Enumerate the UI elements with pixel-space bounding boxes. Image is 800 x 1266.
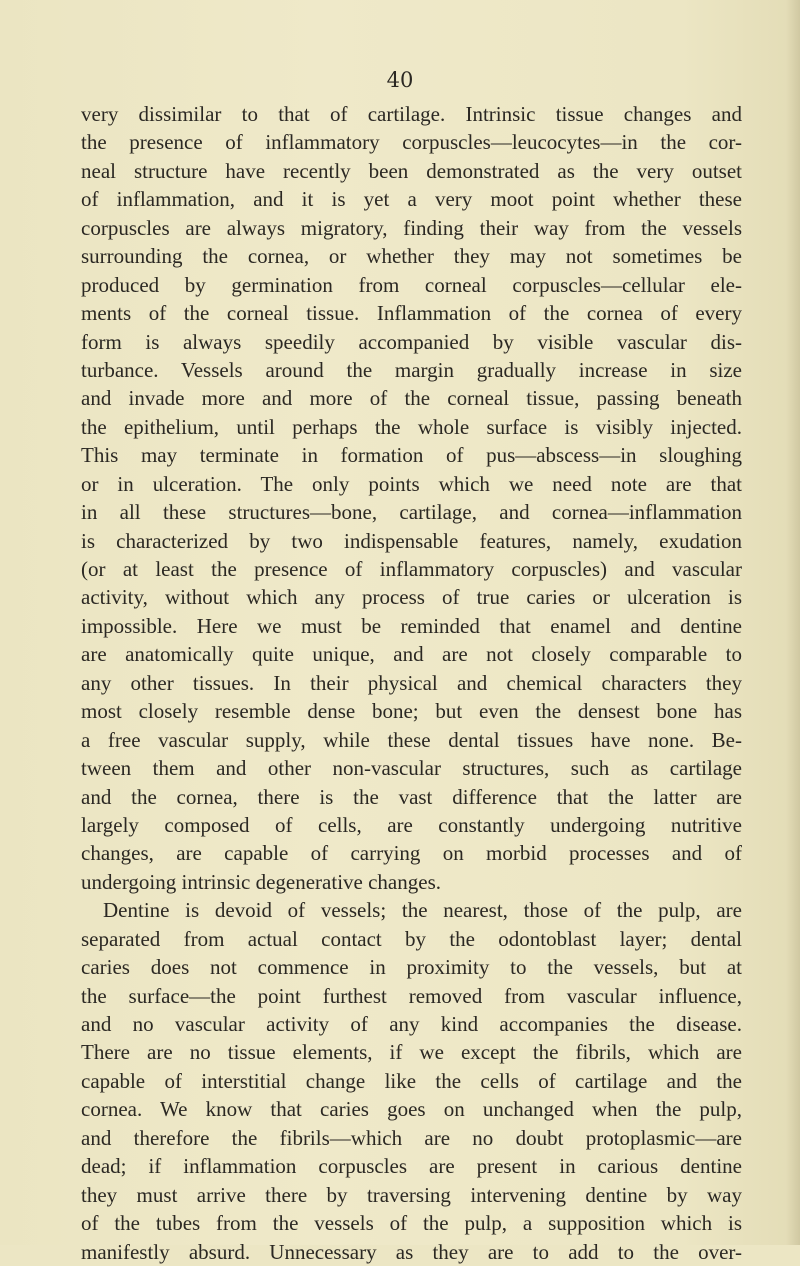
text-line-paragraph-start: Dentine is devoid of vessels; the nearest, those of the pulp, are [103, 898, 742, 923]
text-line: corpuscles are always migratory, finding their way from the vessels [81, 215, 742, 240]
text-line: dead; if inflammation corpuscles are present in carious dentine [81, 1154, 742, 1179]
text-line: caries does not commence in proximity to the vessels, but at [81, 955, 742, 980]
text-line: any other tissues. In their physical and chemical characters they [81, 670, 742, 695]
text-line: largely composed of cells, are constantly undergoing nutritive [81, 812, 742, 837]
page-number: 40 [386, 68, 414, 92]
body-text [0, 100, 800, 1266]
text-line: cornea. We know that caries goes on unchanged when the pulp, [81, 1097, 742, 1122]
text-line: of inflammation, and it is yet a very moot point whether these [81, 187, 742, 212]
text-line: There are no tissue elements, if we except the fibrils, which are [81, 1040, 742, 1065]
text-line: impossible. Here we must be reminded that enamel and dentine [81, 613, 742, 638]
text-line: This may terminate in formation of pus—abscess—in sloughing [81, 443, 742, 468]
text-line: manifestly absurd. Unnecessary as they are to add to the over- [81, 1239, 742, 1264]
text-line: ments of the corneal tissue. Inflammation of the cornea of every [81, 301, 742, 326]
text-line: tween them and other non-vascular structures, such as cartilage [81, 756, 742, 781]
text-line: most closely resemble dense bone; but even the densest bone has [81, 699, 742, 724]
text-line: the epithelium, until perhaps the whole surface is visibly injected. [81, 414, 742, 439]
text-line: and therefore the fibrils—which are no doubt protoplasmic—are [81, 1125, 742, 1150]
text-line: the surface—the point furthest removed from vascular influence, [81, 983, 742, 1008]
text-line: form is always speedily accompanied by visible vascular dis- [81, 329, 742, 354]
text-line: are anatomically quite unique, and are not closely comparable to [81, 642, 742, 667]
text-line: and no vascular activity of any kind accompanies the disease. [81, 1012, 742, 1036]
text-line-paragraph-end: undergoing intrinsic degenerative changes. [81, 869, 441, 894]
text-line: in all these structures—bone, cartilage, and cornea—inflammation [81, 500, 742, 525]
text-line: or in ulceration. The only points which we need note are that [81, 471, 742, 496]
text-line: capable of interstitial change like the cells of cartilage and the [81, 1068, 742, 1093]
text-line: produced by germination from corneal corpuscles—cellular ele- [81, 272, 742, 297]
text-line: neal structure have recently been demonstrated as the very outset [81, 158, 742, 183]
text-line: a free vascular supply, while these dental tissues have none. Be- [81, 727, 742, 752]
text-line: turbance. Vessels around the margin gradually increase in size [81, 357, 742, 382]
text-line: separated from actual contact by the odontoblast layer; dental [81, 926, 742, 951]
text-line: they must arrive there by traversing intervening dentine by way [81, 1182, 742, 1207]
text-line: changes, are capable of carrying on morbid processes and of [81, 841, 742, 866]
text-line: (or at least the presence of inflammatory corpuscles) and vascular [81, 557, 742, 581]
text-line: of the tubes from the vessels of the pulp, a supposition which is [81, 1211, 742, 1236]
text-line: very dissimilar to that of cartilage. Intrinsic tissue changes and [81, 102, 742, 126]
text-line: the presence of inflammatory corpuscles—leucocytes—in the cor- [81, 130, 742, 155]
text-line: is characterized by two indispensable features, namely, exudation [81, 528, 742, 553]
text-line: and the cornea, there is the vast difference that the latter are [81, 784, 742, 809]
text-line: and invade more and more of the corneal tissue, passing beneath [81, 386, 742, 411]
text-line: activity, without which any process of true caries or ulceration is [81, 585, 742, 610]
text-line: surrounding the cornea, or whether they may not sometimes be [81, 244, 742, 269]
